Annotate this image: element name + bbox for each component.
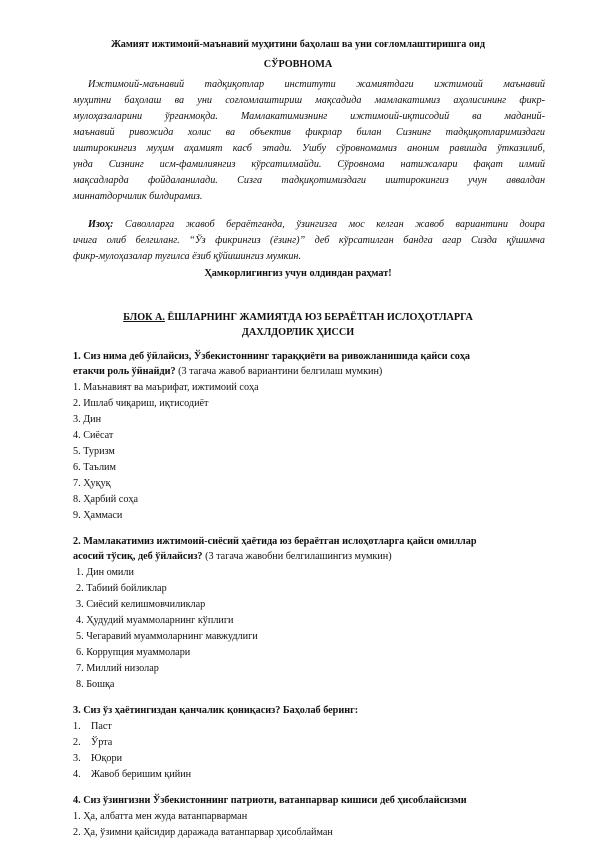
intro-line: мулоҳазаларини ўрганмоқда. Мамлакатимизнинг ижтимоий-иқтисодий ва маданий- bbox=[73, 111, 545, 122]
intro-line: муҳитни баҳолаш ва уни соғломлаштириш мақсадида мамлакатимиз аҳолисининг фикр- bbox=[73, 95, 545, 106]
intro-line: унда Сизнинг исм-фамилиянгиз кўрсатилмайди. Сўровнома натижалари фақат илмий bbox=[73, 159, 545, 170]
note-line: фикр-мулоҳазалар туғилса ёзиб қўйишингиз мумкин. bbox=[73, 251, 302, 262]
answer-option[interactable]: 8. Ҳарбий соҳа bbox=[73, 494, 139, 505]
answer-option[interactable]: 1. Дин омили bbox=[76, 567, 134, 578]
answer-option[interactable]: 5. Туризм bbox=[73, 446, 115, 457]
block-title-line: ДАХЛДОРЛИК ҲИССИ bbox=[241, 327, 355, 338]
note-line: Изоҳ: Саволларга жавоб бераётганда, ўзингизга мос келган жавоб вариантини доира bbox=[88, 219, 545, 230]
answer-option[interactable]: 3. Юқори bbox=[73, 753, 123, 764]
answer-option[interactable]: 2. Табиий бойликлар bbox=[76, 583, 167, 594]
answer-option[interactable]: 6. Таълим bbox=[73, 462, 116, 473]
note-label: Изоҳ: bbox=[88, 219, 114, 230]
block-label: БЛОК А. bbox=[123, 312, 165, 323]
document-subtitle: СЎРОВНОМА bbox=[263, 59, 333, 70]
answer-option[interactable]: 1. Маънавият ва маърифат, ижтимоий соҳа bbox=[73, 382, 259, 393]
answer-option[interactable]: 4. Сиёсат bbox=[73, 430, 114, 441]
question-text: 1. Сиз нима деб ўйлайсиз, Ўзбекистоннинг тараққиёти ва ривожланишида қайси соҳа bbox=[73, 351, 471, 362]
answer-option[interactable]: 1. Паст bbox=[73, 721, 112, 732]
intro-line: иштирокингиз муҳим аҳамият касб этади. Ушбу сўровномамиз аноним равишда ўтказилиб, bbox=[73, 143, 545, 154]
question-text: 2. Мамлакатимиз ижтимоий-сиёсий ҳаётида юз бераётган ислоҳотларга қайси омиллар bbox=[73, 536, 477, 547]
answer-option[interactable]: 7. Ҳуқуқ bbox=[73, 478, 111, 489]
intro-line: миннатдорчилик билдирамиз. bbox=[73, 191, 203, 202]
question-text: етакчи роль ўйнайди? (3 тагача жавоб вариантини белгилаш мумкин) bbox=[73, 366, 383, 377]
answer-option[interactable]: 4. Жавоб беришим қийин bbox=[73, 769, 192, 780]
question-note: (3 тагача жавобни белгилашингиз мумкин) bbox=[202, 551, 392, 562]
answer-option[interactable]: 1. Ҳа, албатта мен жуда ватанпарварман bbox=[73, 811, 248, 822]
answer-option[interactable]: 3. Сиёсий келишмовчиликлар bbox=[76, 599, 206, 610]
answer-option[interactable]: 8. Бошқа bbox=[76, 679, 115, 690]
answer-option[interactable]: 5. Чегаравий муаммоларнинг мавжудлиги bbox=[76, 631, 258, 642]
answer-option[interactable]: 2. Ишлаб чиқариш, иқтисодиёт bbox=[73, 398, 209, 409]
answer-option[interactable]: 2. Ўрта bbox=[73, 737, 113, 748]
answer-option[interactable]: 3. Дин bbox=[73, 414, 102, 425]
answer-option[interactable]: 7. Миллий низолар bbox=[76, 663, 159, 674]
thanks-text: Ҳамкорлигингиз учун олдиндан раҳмат! bbox=[204, 268, 392, 279]
block-title: БЛОК А. ЁШЛАРНИНГ ЖАМИЯТДА ЮЗ БЕРАЁТГАН ИСЛОҲОТЛАРГА bbox=[123, 312, 473, 323]
note-line: ичига олиб белгиланг. “Ўз фикрингиз (ёзинг)” деб кўрсатилган бандга агар Сизда қўшимча bbox=[73, 235, 545, 246]
intro-line: маънавий ривожида холис ва объектив фикрлар билан Сизнинг тадқиқотларимиздаги bbox=[73, 127, 545, 138]
answer-option[interactable]: 4. Ҳудудий муаммоларнинг кўплиги bbox=[76, 615, 234, 626]
question-text: 4. Сиз ўзингизни Ўзбекистоннинг патриоти, ватанпарвар кишиси деб ҳисоблайсизми bbox=[73, 795, 467, 806]
intro-line: Ижтимоий-маънавий тадқиқотлар институти жамиятдаги ижтимоий маънавий bbox=[88, 79, 545, 90]
answer-option[interactable]: 6. Коррупция муаммолари bbox=[76, 647, 191, 658]
question-text: 3. Сиз ўз ҳаётингиздан қанчалик қониқасиз? Баҳолаб беринг: bbox=[73, 705, 359, 716]
document-title: Жамият ижтимоий-маънавий муҳитини баҳолаш ва уни соғломлаштиришга оид bbox=[110, 39, 486, 50]
answer-option[interactable]: 2. Ҳа, ўзимни қайсидир даражада ватанпарвар ҳисоблайман bbox=[73, 827, 333, 838]
answer-option[interactable]: 9. Ҳаммаси bbox=[73, 510, 123, 521]
question-note: (3 тагача жавоб вариантини белгилаш мумкин) bbox=[175, 366, 383, 377]
intro-line: мақсадларда фойдаланилади. Сизга тадқиқотимиздаги иштирокингиз учун аввалдан bbox=[73, 175, 545, 186]
question-text: асосий тўсиқ, деб ўйлайсиз? (3 тагача жавобни белгилашингиз мумкин) bbox=[73, 551, 392, 562]
